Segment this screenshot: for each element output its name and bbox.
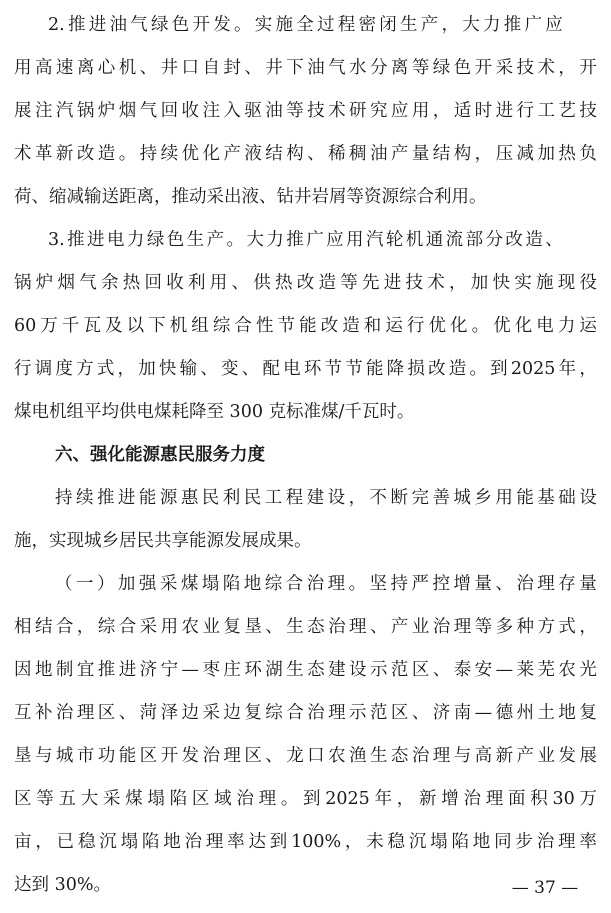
text-line: 达到 30%。 — [14, 875, 111, 895]
text-line: 煤电机组平均供电煤耗降至 300 克标准煤/千瓦时。 — [14, 402, 415, 422]
text-line: 展 注 汽 锅 炉 烟 气 回 收 注 入 驱 油 等 技 术 研 究 应 用 ， 适 时 进 行 工 艺 技 — [14, 101, 597, 121]
text-line: 因 地 制 宜 推 进 济 宁 — 枣 庄 环 湖 生 态 建 设 示 范 区 、 泰 安 — 莱 芜 农 光 — [14, 660, 597, 680]
text-line: 亩 ， 已 稳 沉 塌 陷 地 治 理 率 达 到 100% ， 未 稳 沉 塌 陷 地 同 步 治 理 率 — [14, 832, 597, 852]
text-line: 60 万 千 瓦 及 以 下 机 组 综 合 性 节 能 改 造 和 运 行 优 化 。 优 化 电 力 运 — [14, 316, 597, 336]
text-line: 3. 推 进 电 力 绿 色 生 产 。 大 力 推 广 应 用 汽 轮 机 通 流 部 分 改 造 、 — [48, 230, 563, 250]
text-line: 相 结 合 ， 综 合 采 用 农 业 复 垦 、 生 态 治 理 、 产 业 治 理 等 多 种 方 式 ， — [14, 617, 597, 637]
text-line: 锅 炉 烟 气 余 热 回 收 利 用 、 供 热 改 造 等 先 进 技 术 ， 加 快 实 施 现 役 — [14, 273, 597, 293]
text-line: 2. 推 进 油 气 绿 色 开 发 。 实 施 全 过 程 密 闭 生 产 ， 大 力 推 广 应 — [48, 15, 563, 35]
text-line: （ 一 ） 加 强 采 煤 塌 陷 地 综 合 治 理 。 坚 持 严 控 增 量 、 治 理 存 量 — [55, 574, 597, 594]
text-line: 施，实现城乡居民共享能源发展成果。 — [14, 531, 312, 551]
text-line: 术 革 新 改 造 。 持 续 优 化 产 液 结 构 、 稀 稠 油 产 量 结 构 ， 压 减 加 热 负 — [14, 144, 597, 164]
section-heading: 六、强化能源惠民服务力度 — [55, 445, 265, 465]
text-line: 用 高 速 离 心 机 、 井 口 自 封 、 井 下 油 气 水 分 离 等 绿 色 开 采 技 术 ， 开 — [14, 58, 597, 78]
text-line: 持 续 推 进 能 源 惠 民 利 民 工 程 建 设 ， 不 断 完 善 城 乡 用 能 基 础 设 — [55, 488, 597, 508]
page-number: — 37 — — [511, 878, 579, 898]
text-line: 区 等 五 大 采 煤 塌 陷 区 域 治 理 。 到 2025 年 ， 新 增 治 理 面 积 30 万 — [14, 789, 597, 809]
text-line: 互 补 治 理 区 、 菏 泽 边 采 边 复 综 合 治 理 示 范 区 、 济 南 — 德 州 土 地 复 — [14, 703, 597, 723]
text-line: 荷、缩减输送距离，推动采出液、钻井岩屑等资源综合利用。 — [14, 187, 487, 207]
text-line: 行 调 度 方 式 ， 加 快 输 、 变 、 配 电 环 节 节 能 降 损 改 造 。 到 2025 年 ， — [14, 359, 597, 379]
text-line: 垦 与 城 市 功 能 区 开 发 治 理 区 、 龙 口 农 渔 生 态 治 理 与 高 新 产 业 发 展 — [14, 746, 597, 766]
